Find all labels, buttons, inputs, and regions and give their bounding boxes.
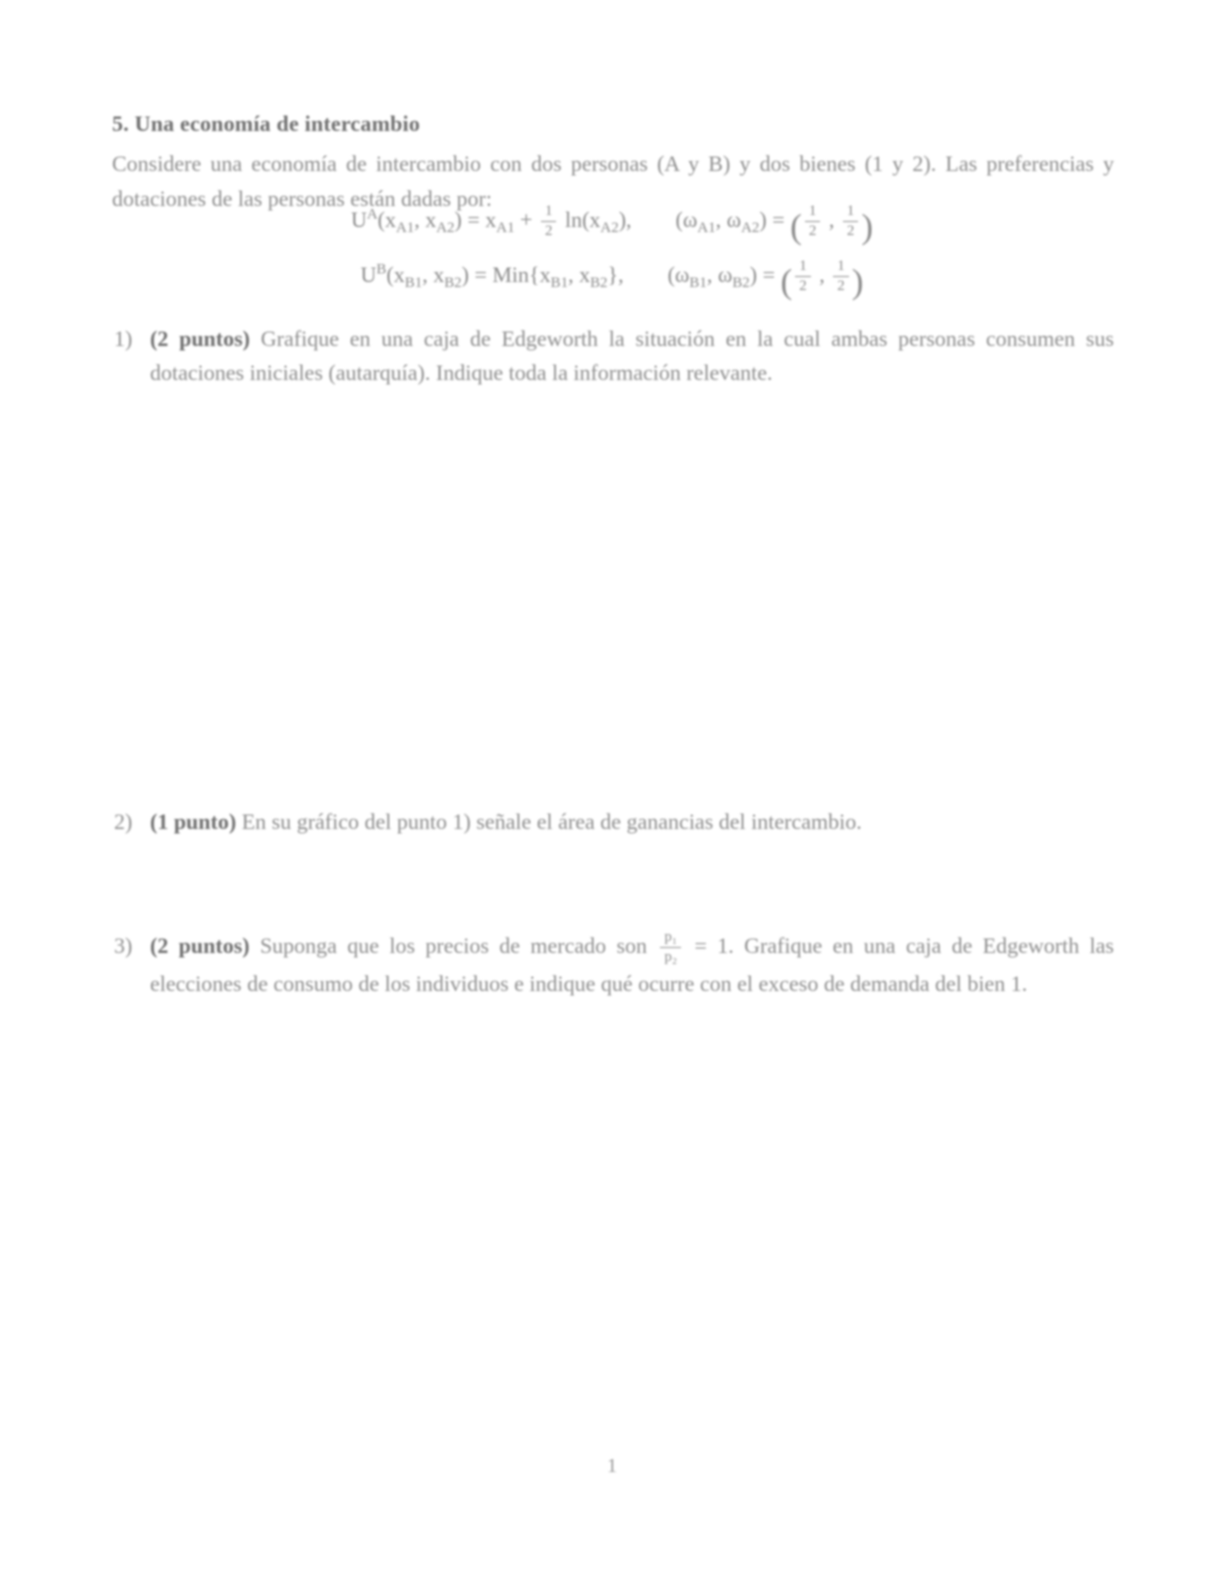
item-3-marker: 3) xyxy=(114,933,133,958)
item-1-text: (2 puntos) Grafique en una caja de Edgeworth la situación en la cual ambas personas consumen sus dotaciones iniciales (autarquía). Indique toda la información relevante. xyxy=(150,326,1114,385)
equation-utility-person-A: $U^A(x_{A1}$, $x_{A2}) = x_{A1}$ + $\frac{1}{2}$ $\ln(x_{A2})$, ($\omega_{A1}$, $\omega_{A2}$) = ( $\frac{1}{2}$ , $\frac{1}{2}$ ) xyxy=(350,203,874,247)
exercise-item-3 xyxy=(112,929,1114,1001)
equation-utility-person-B: $U^B(x_{B1}$, $x_{B2}) = Min\{x_{B1}$, $x_{B2}$}, ($\omega_{B1}$, $\omega_{B2}$) = ( $\frac{1}{2}$ , $\frac{1}{2}$ ) xyxy=(360,258,864,302)
page-number: 1 xyxy=(607,1455,617,1477)
item-1-marker: 1) xyxy=(114,326,133,351)
item-2-text: (1 punto) En su gráfico del punto 1) señale el área de ganancias del intercambio. xyxy=(150,809,862,834)
exercise-item-1 xyxy=(112,322,1114,390)
item-3-text: (2 puntos) Suponga que los precios de mercado son $\frac{\text{p₁}}{\text{p₂}}$ = 1. Grafique en una caja de Edgeworth las elecciones de consumo de los individuos e indique qué ocurre con el exceso de demanda del bien 1. xyxy=(150,929,1114,996)
exercise-item-2 xyxy=(112,805,1114,839)
intro-paragraph: Considere una economía de intercambio con dos personas (A y B) y dos bienes (1 y 2). Las preferencias y dotaciones de las personas están dadas por: xyxy=(112,151,1114,211)
item-2-marker: 2) xyxy=(114,809,133,834)
section-title: 5. Una economía de intercambio xyxy=(112,111,421,136)
